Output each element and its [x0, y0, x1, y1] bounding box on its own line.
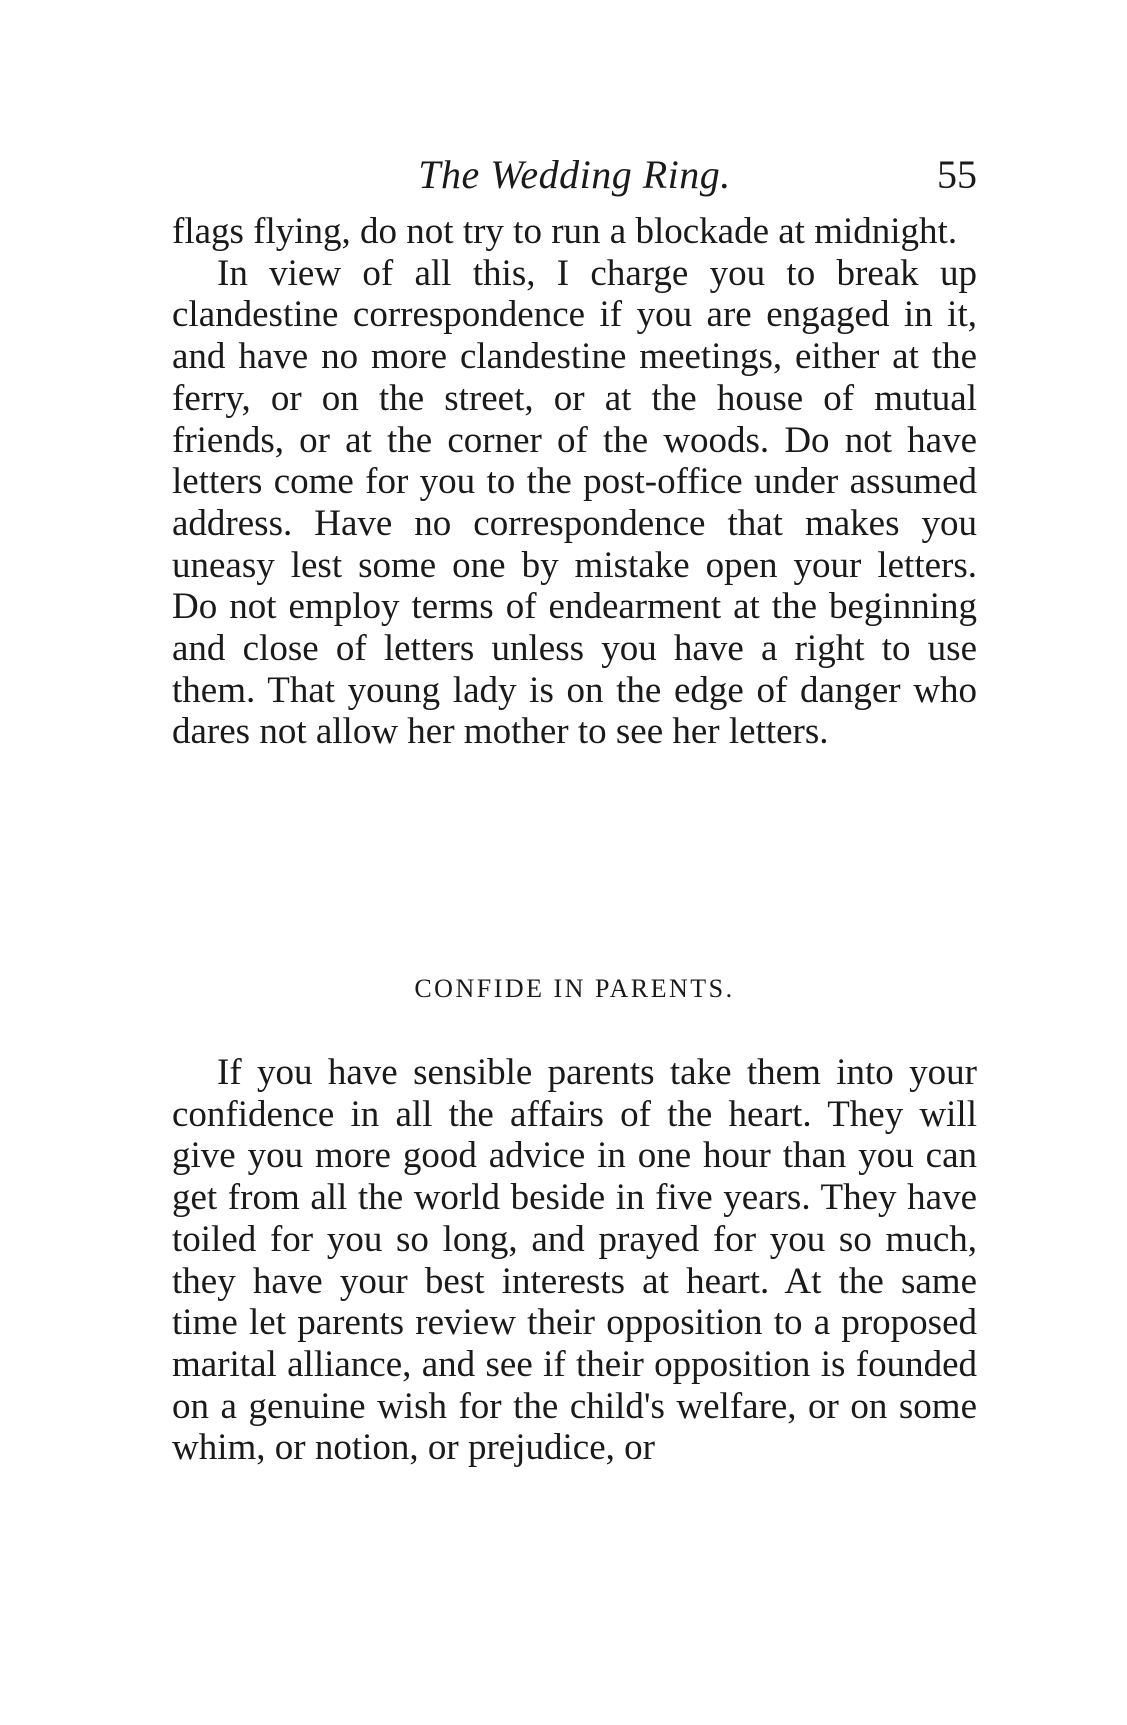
page-header — [172, 150, 977, 200]
running-title: The Wedding Ring. — [418, 152, 731, 197]
paragraph-confide-in-parents: If you have sensible parents take them into your confidence in all the affairs of the heart. They will give you more good advice in one hour than you can get from all the world beside in five years. They have toiled for you so long, and prayed for you so much, they have your best interests at heart. At the same time let parents review their opposition to a proposed marital alliance, and see if their opposition is founded on a genuine wish for the child's welfare, or on some whim, or notion, or prejudice, or — [172, 1052, 977, 1469]
text-block-bottom — [172, 1052, 977, 1469]
text-block-top — [172, 211, 977, 753]
paragraph-continued: flags flying, do not try to run a blockade at midnight. — [172, 211, 958, 252]
paragraph-clandestine-correspondence: In view of all this, I charge you to break up clandestine correspondence if you are engaged in it, and have no more clandestine meetings, either at the ferry, or on the street, or at the house of mutual friends, or at the corner of the woods. Do not have letters come for you to the post-office under assumed address. Have no correspondence that makes you uneasy lest some one by mistake open your letters. Do not employ terms of endearment at the beginning and close of letters unless you have a right to use them. That young lady is on the edge of danger who dares not allow her mother to see her letters. — [172, 252, 977, 753]
section-heading: CONFIDE IN PARENTS. — [414, 974, 735, 1003]
page-number: 55 — [937, 152, 977, 197]
